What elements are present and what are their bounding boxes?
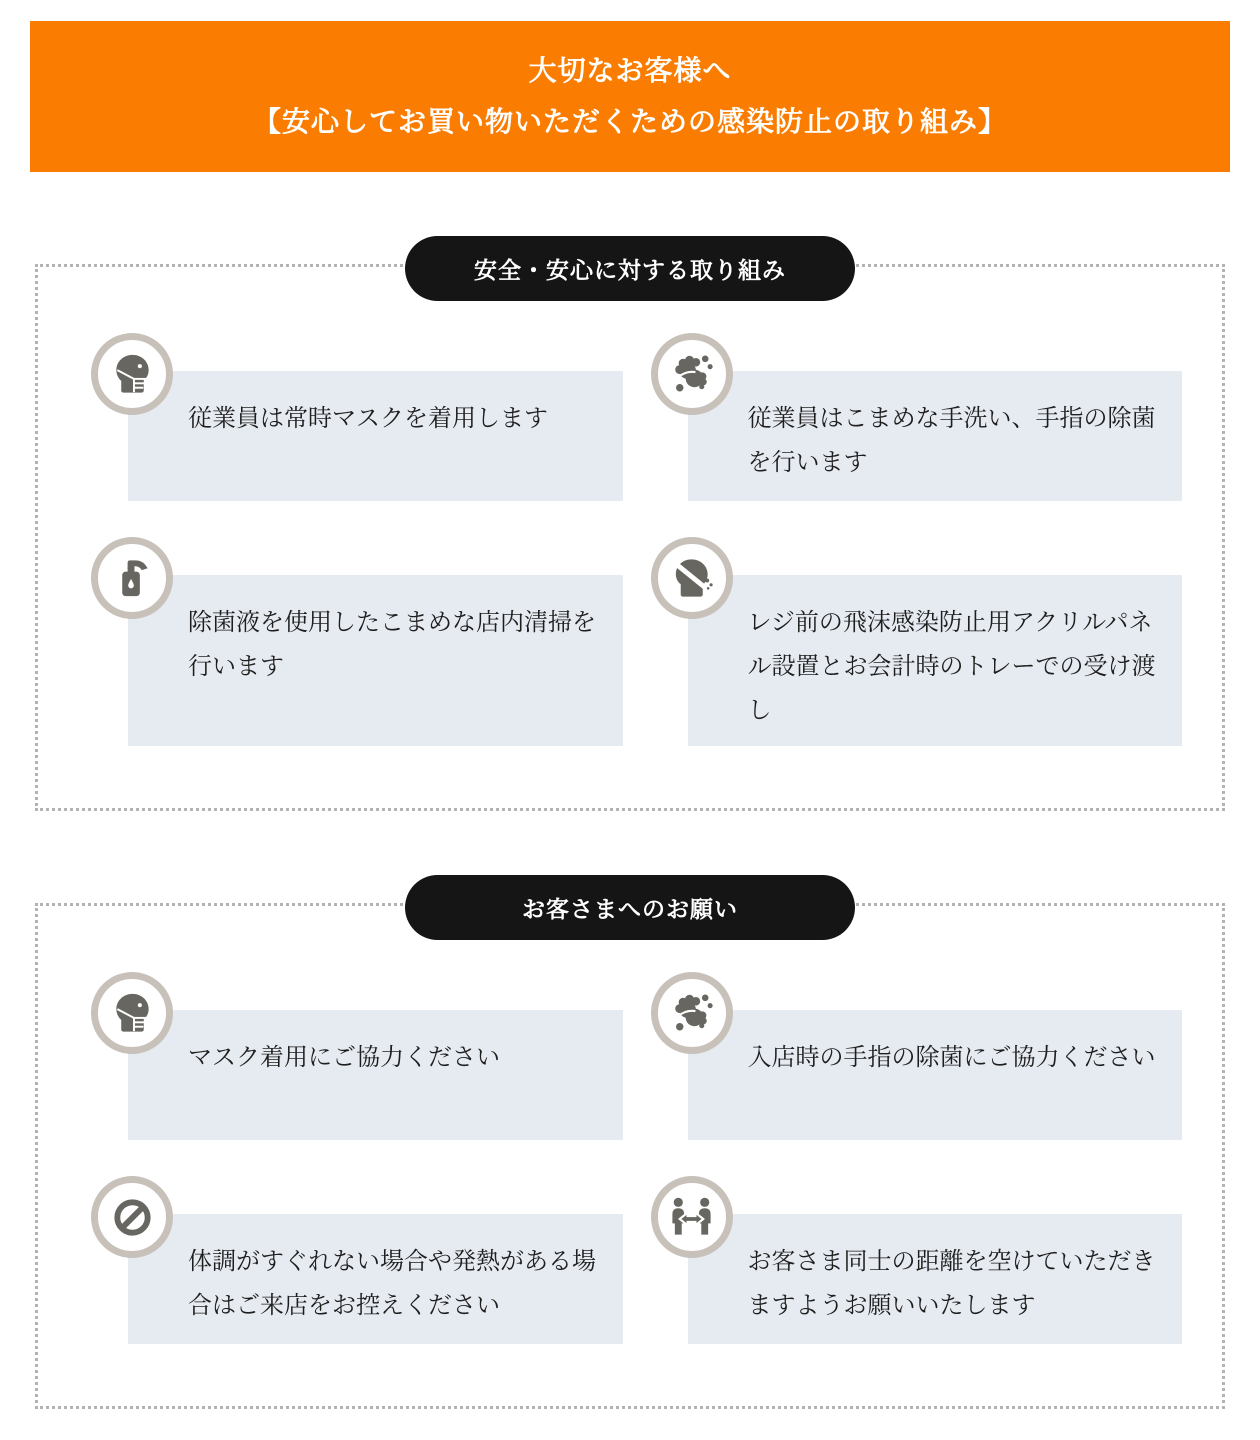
- item-card: [128, 371, 623, 501]
- item-staff-mask: [91, 333, 623, 501]
- header-title-line1: 大切なお客様へ: [528, 54, 732, 86]
- item-card: [128, 1214, 623, 1344]
- section-title-pill: [405, 875, 855, 940]
- mask-face-icon: [91, 972, 173, 1054]
- item-card: [688, 1010, 1183, 1140]
- page-header: [30, 21, 1230, 172]
- item-card: [688, 575, 1183, 746]
- page: [0, 21, 1260, 1432]
- section-title: 安全・安心に対する取り組み: [474, 257, 786, 283]
- mask-face-icon: [91, 333, 173, 415]
- item-text: 従業員は常時マスクを着用します: [188, 405, 548, 432]
- item-text: 従業員はこまめな手洗い、手指の除菌を行います: [747, 405, 1156, 476]
- item-staff-handwash: [651, 333, 1183, 501]
- hand-wash-icon: [651, 972, 733, 1054]
- section-title: お客さまへのお願い: [522, 896, 738, 922]
- item-card: [128, 575, 623, 746]
- section-title-pill: [405, 236, 855, 301]
- no-entry-icon: [91, 1176, 173, 1258]
- item-card: [688, 371, 1183, 501]
- item-customer-mask: [91, 972, 623, 1140]
- item-store-cleaning: [91, 537, 623, 746]
- item-text: レジ前の飛沫感染防止用アクリルパネル設置とお会計時のトレーでの受け渡し: [747, 609, 1156, 724]
- items-grid: [91, 972, 1182, 1344]
- social-distance-icon: [651, 1176, 733, 1258]
- item-text: お客さま同士の距離を空けていただきますようお願いいたします: [747, 1248, 1156, 1319]
- item-text: 入店時の手指の除菌にご協力ください: [747, 1044, 1156, 1071]
- item-card: [128, 1010, 623, 1140]
- hand-wash-icon: [651, 333, 733, 415]
- item-customer-sanitize: [651, 972, 1183, 1140]
- item-text: 除菌液を使用したこまめな店内清掃を行います: [188, 609, 596, 680]
- sanitizer-bottle-icon: [91, 537, 173, 619]
- item-acrylic-panel: [651, 537, 1183, 746]
- item-text: 体調がすぐれない場合や発熱がある場合はご来店をお控えください: [188, 1248, 596, 1319]
- item-social-distance: [651, 1176, 1183, 1344]
- section-customer-requests: [35, 896, 1225, 1409]
- item-stay-home-if-sick: [91, 1176, 623, 1344]
- item-text: マスク着用にご協力ください: [188, 1044, 500, 1071]
- header-title-line2: 【安心してお買い物いただくための感染防止の取り組み】: [252, 105, 1007, 137]
- section-safety-measures: [35, 257, 1225, 811]
- item-card: [688, 1214, 1183, 1344]
- items-grid: [91, 333, 1182, 746]
- droplet-guard-icon: [651, 537, 733, 619]
